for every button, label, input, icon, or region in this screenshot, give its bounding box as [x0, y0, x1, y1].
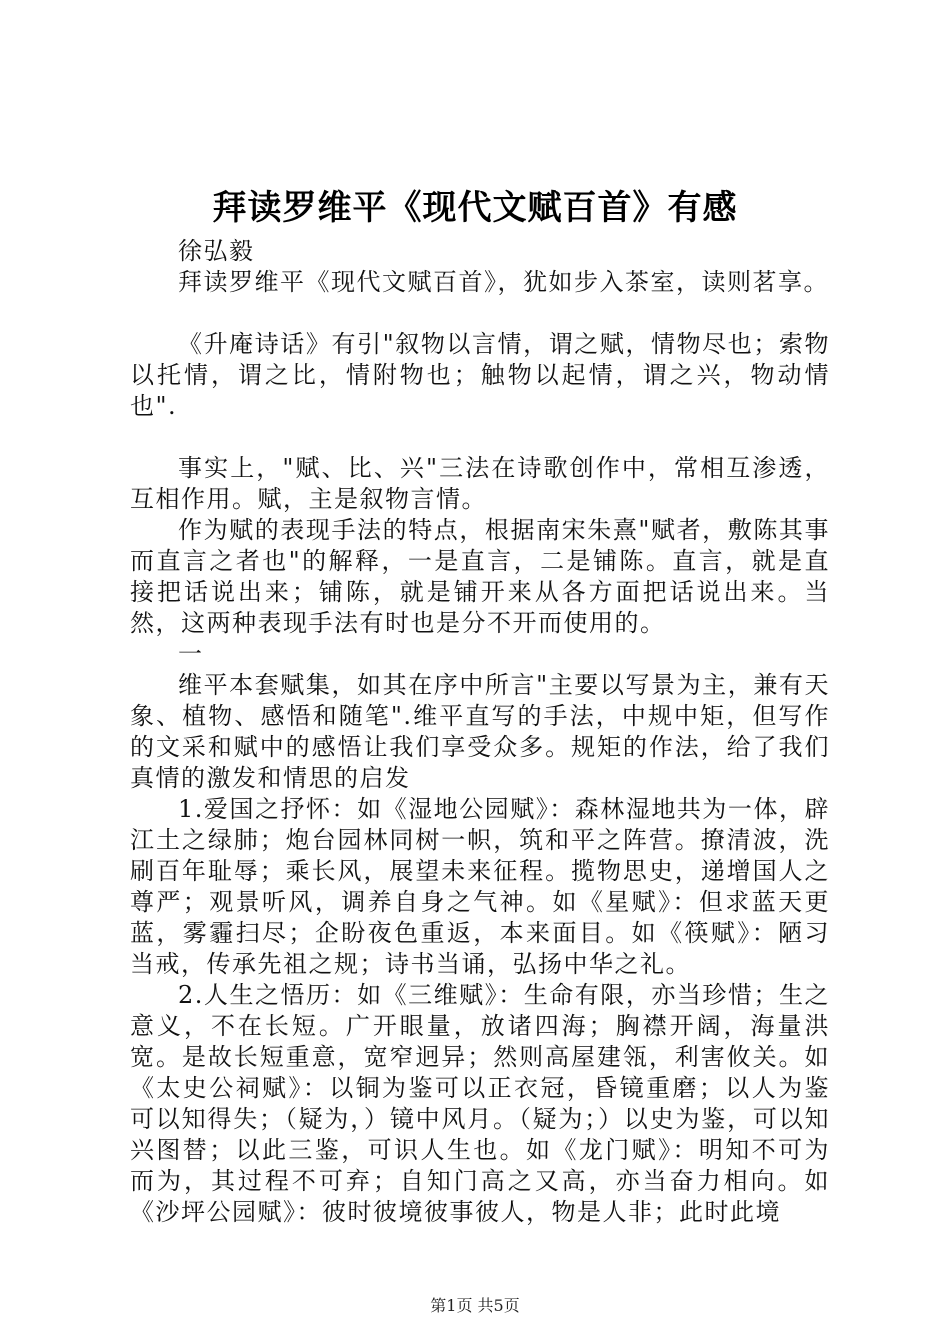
document-title: 拜读罗维平《现代文赋百首》有感 [212, 188, 738, 228]
document-body [130, 236, 830, 1228]
paragraph-6: 1.爱国之抒怀：如《湿地公园赋》：森林湿地共为一体，辟江土之绿肺；炮台园林同树一帜，筑和平之阵营。撩清波，洗刷百年耻辱；乘长风，展望未来征程。揽物思史，递增国人之尊严；观景听风，调养自身之气神。如《星赋》：但求蓝天更蓝，雾霾扫尽；企盼夜色重返，本来面目。如《筷赋》：陋习当戒，传承先祖之规；诗书当诵，弘扬中华之礼。 [130, 795, 830, 978]
paragraph-3: 事实上，"赋、比、兴"三法在诗歌创作中，常相互渗透，互相作用。赋，主是叙物言情。 [130, 454, 830, 513]
section-number: 一 [178, 640, 204, 668]
paragraph-4: 作为赋的表现手法的特点，根据南宋朱熹"赋者，敷陈其事而直言之者也"的解释，一是直言，二是铺陈。直言，就是直接把话说出来；铺陈，就是铺开来从各方面把话说出来。当然，这两种表现手法有时也是分不开而使用的。 [130, 516, 830, 637]
paragraph-7: 2.人生之悟历：如《三维赋》：生命有限，亦当珍惜；生之意义，不在长短。广开眼量，放诸四海；胸襟开阔，海量洪宽。是故长短重意，宽窄迥异；然则高屋建瓴，利害攸关。如《太史公祠赋》：以铜为鉴可以正衣冠，昏镜重磨；以人为鉴可以知得失；（疑为，）镜中风月。（疑为；）以史为鉴，可以知兴图替；以此三鉴，可识人生也。如《龙门赋》：明知不可为而为，其过程不可弃；自知门高之又高，亦当奋力相向。如《沙坪公园赋》：彼时彼境彼事彼人，物是人非；此时此境 [130, 981, 830, 1226]
paragraph-2: 《升庵诗话》有引"叙物以言情，谓之赋，情物尽也；索物以托情，谓之比，情附物也；触物以起情，谓之兴，物动情也". [130, 330, 830, 420]
page-footer: 第1页 共5页 [430, 1296, 520, 1315]
author-line: 徐弘毅 [178, 237, 255, 265]
paragraph-1: 拜读罗维平《现代文赋百首》，犹如步入茶室，读则茗享。 [178, 268, 829, 296]
paragraph-5: 维平本套赋集，如其在序中所言"主要以写景为主，兼有天象、植物、感悟和随笔".维平直写的手法，中规中矩，但写作的文采和赋中的感悟让我们享受众多。规矩的作法，给了我们真情的激发和情思的启发 [130, 671, 830, 792]
